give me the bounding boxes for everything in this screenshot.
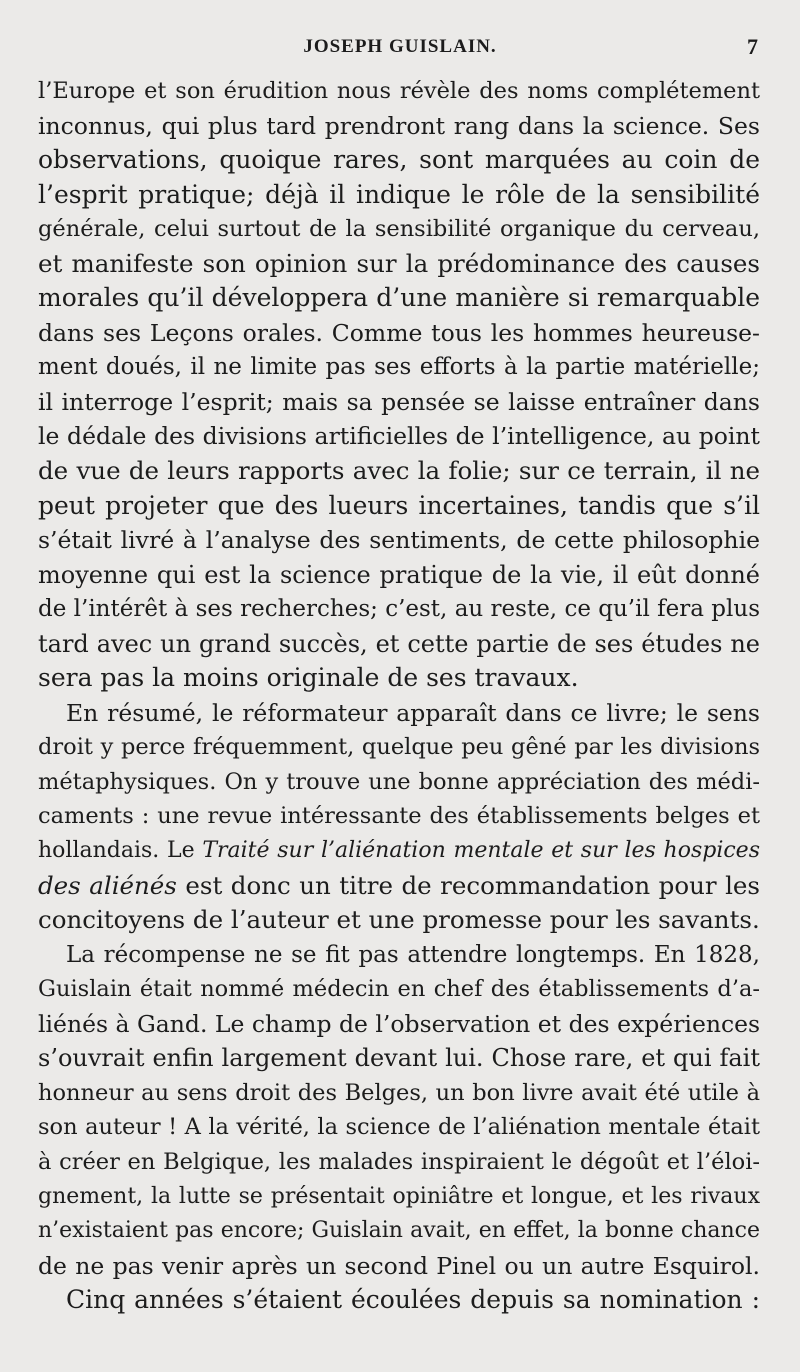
page-number: 7 bbox=[747, 34, 758, 59]
text-line: droit y perce fréquemment, quelque peu gêné par les divisions bbox=[38, 734, 760, 761]
page-header bbox=[0, 32, 800, 72]
text-line: Guislain était nommé médecin en chef des établissements d’a- bbox=[38, 976, 760, 1003]
text-line: métaphysiques. On y trouve une bonne appréciation des médi- bbox=[38, 768, 760, 795]
text-line: de vue de leurs rapports avec la folie; sur ce terrain, il ne bbox=[38, 456, 760, 486]
text-line: il interroge l’esprit; mais sa pensée se laisse entraîner dans bbox=[38, 387, 760, 416]
text-segment: est donc un titre de recommandation pour les bbox=[176, 870, 760, 900]
text-line: liénés à Gand. Le champ de l’observation et des expériences bbox=[38, 1009, 760, 1038]
text-line: concitoyens de l’auteur et une promesse pour les savants. bbox=[38, 905, 760, 935]
text-line bbox=[38, 834, 760, 869]
text-line: observations, quoique rares, sont marquées au coin de bbox=[38, 145, 760, 175]
text-line: Cinq années s’étaient écoulées depuis sa nomination : bbox=[66, 1285, 760, 1315]
text-segment: hollandais. Le bbox=[38, 838, 203, 864]
text-line: honneur au sens droit des Belges, un bon livre avait été utile à bbox=[38, 1079, 760, 1106]
text-line: La récompense ne se fit pas attendre longtemps. En 1828, bbox=[66, 941, 760, 968]
text-line: son auteur ! A la vérité, la science de l’aliénation mentale était bbox=[38, 1114, 760, 1141]
text-line: ment doués, il ne limite pas ses efforts à la partie matérielle; bbox=[38, 354, 760, 381]
running-head: JOSEPH GUISLAIN. bbox=[303, 36, 497, 57]
text-line: tard avec un grand succès, et cette partie de ses études ne bbox=[38, 629, 760, 658]
body-text bbox=[38, 74, 760, 1318]
text-line: générale, celui surtout de la sensibilité organique du cerveau, bbox=[38, 216, 760, 243]
text-line: et manifeste son opinion sur la prédominance des causes bbox=[38, 248, 760, 278]
text-line: sera pas la moins originale de ses travaux. bbox=[38, 663, 579, 693]
text-line: l’esprit pratique; déjà il indique le rôle de la sensibilité bbox=[38, 179, 760, 209]
text-line: de ne pas venir après un second Pinel ou un autre Esquirol. bbox=[38, 1251, 760, 1280]
text-line: s’était livré à l’analyse des sentiments, de cette philosophie bbox=[38, 526, 760, 555]
text-line: morales qu’il développera d’une manière si remarquable bbox=[38, 283, 760, 313]
text-line: l’Europe et son érudition nous révèle des noms complétement bbox=[38, 78, 760, 104]
text-line: gnement, la lutte se présentait opiniâtre et longue, et les rivaux bbox=[38, 1183, 760, 1209]
text-line: s’ouvrait enfin largement devant lui. Chose rare, et qui fait bbox=[38, 1044, 760, 1073]
text-line: caments : une revue intéressante des établissements belges et bbox=[38, 803, 760, 830]
text-line: dans ses Leçons orales. Comme tous les hommes heureuse- bbox=[38, 318, 760, 347]
italic-title: Traité sur l’aliénation mentale et sur les hospices bbox=[202, 838, 760, 864]
text-line: à créer en Belgique, les malades inspiraient le dégoût et l’éloi- bbox=[38, 1148, 760, 1175]
italic-title: des aliénés bbox=[38, 870, 177, 900]
text-line: inconnus, qui plus tard prendront rang dans la science. Ses bbox=[38, 111, 760, 140]
text-line: n’existaient pas encore; Guislain avait, en effet, la bonne chance bbox=[38, 1218, 760, 1244]
text-line: de l’intérêt à ses recherches; c’est, au reste, ce qu’il fera plus bbox=[38, 596, 760, 623]
text-line: En résumé, le réformateur apparaît dans ce livre; le sens bbox=[66, 698, 760, 727]
text-line bbox=[38, 869, 760, 904]
text-line: moyenne qui est la science pratique de la vie, il eût donné bbox=[38, 560, 760, 589]
text-line: le dédale des divisions artificielles de l’intelligence, au point bbox=[38, 422, 760, 451]
text-line: peut projeter que des lueurs incertaines, tandis que s’il bbox=[38, 490, 760, 520]
